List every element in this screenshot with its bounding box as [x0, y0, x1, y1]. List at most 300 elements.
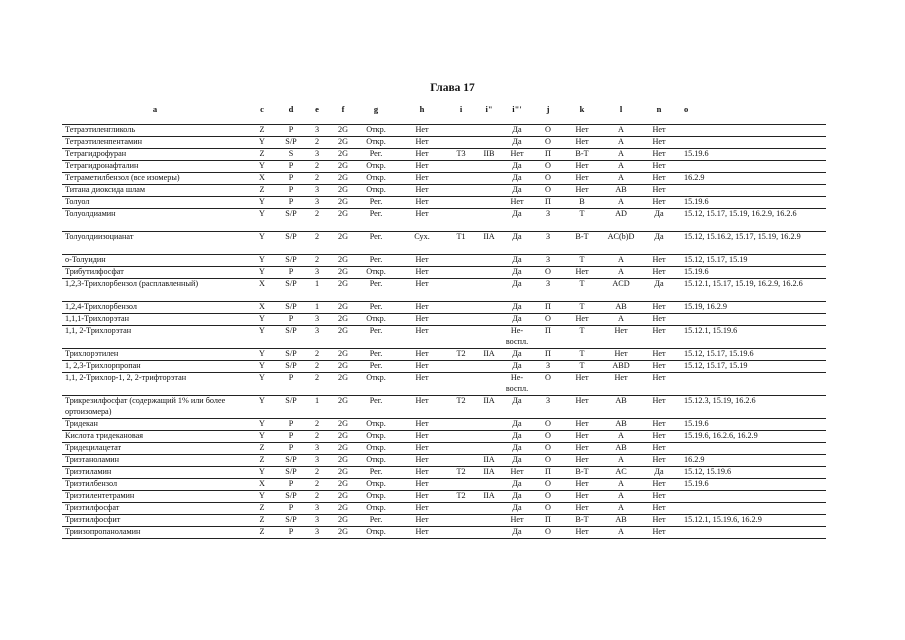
cell-k: Нет	[575, 491, 589, 500]
cell-n: Нет	[652, 455, 666, 464]
cell-o: 15.19, 16.2.9	[684, 302, 727, 311]
cell-h: Нет	[415, 279, 429, 288]
cell-n: Нет	[652, 137, 666, 146]
cell-f: 2G	[337, 137, 349, 146]
cell-e: 2	[314, 161, 320, 170]
cell-g: Откр.	[366, 267, 386, 276]
cell-g: Откр.	[366, 527, 386, 536]
cell-k: T	[579, 255, 585, 264]
cell-a: 1,1,1-Трихлорэтан	[65, 314, 130, 323]
cell-c: X	[259, 302, 265, 311]
cell-o: 15.12.1, 15.19.6	[684, 326, 738, 335]
cell-a: 1,2,4-Трихлорбензол	[65, 302, 137, 311]
cell-d: P	[288, 419, 294, 428]
cell-l: AD	[615, 209, 627, 218]
cell-d: S/P	[285, 326, 297, 335]
cell-j: O	[545, 173, 551, 182]
cell-h: Нет	[415, 373, 429, 382]
table-row	[62, 514, 826, 526]
cell-a: Триэтиламин	[65, 467, 112, 476]
cell-a: 1,1, 2-Трихлор-1, 2, 2-трифторэтан	[65, 373, 187, 382]
cell-c: Y	[259, 396, 265, 405]
cell-e: 1	[314, 302, 320, 311]
table-row	[62, 254, 826, 266]
cell-j: O	[545, 125, 551, 134]
cell-i3: Да	[512, 302, 522, 311]
cell-i: T1	[456, 232, 466, 241]
cell-h: Нет	[415, 455, 429, 464]
table-row	[62, 442, 826, 454]
cell-e: 2	[314, 419, 320, 428]
cell-n: Нет	[652, 302, 666, 311]
cell-e: 2	[314, 349, 320, 358]
cell-d: P	[288, 373, 294, 382]
cell-h: Нет	[415, 185, 429, 194]
cell-l: AC	[615, 467, 627, 476]
cell-f: 2G	[337, 467, 349, 476]
cell-i3: Не-воспл.	[505, 326, 529, 346]
cell-o: 15.12, 15.19.6	[684, 467, 732, 476]
cell-i: T2	[456, 491, 466, 500]
cell-c: Y	[259, 267, 265, 276]
cell-a: Триэтилбензол	[65, 479, 118, 488]
cell-h: Нет	[415, 197, 429, 206]
cell-i3: Да	[512, 396, 522, 405]
cell-o: 15.12, 15.16.2, 15.17, 15.19, 16.2.9	[684, 232, 801, 241]
cell-i2: IIA	[483, 467, 495, 476]
cell-j: П	[545, 302, 551, 311]
column-header-iq: i"	[485, 104, 493, 114]
cell-n: Нет	[652, 349, 666, 358]
cell-j: O	[545, 137, 551, 146]
cell-n: Нет	[652, 255, 666, 264]
cell-j: O	[545, 314, 551, 323]
cell-c: Z	[259, 527, 265, 536]
cell-h: Нет	[415, 314, 429, 323]
cell-e: 2	[314, 467, 320, 476]
cell-e: 2	[314, 373, 320, 382]
cell-c: Y	[259, 467, 265, 476]
table-row	[62, 313, 826, 325]
cell-o: 16.2.9	[684, 173, 705, 182]
cell-i2: IIA	[483, 455, 495, 464]
cell-h: Нет	[415, 491, 429, 500]
column-header-e: e	[315, 104, 319, 114]
cell-a: Триизопропаноламин	[65, 527, 141, 536]
cell-e: 2	[314, 232, 320, 241]
table-row	[62, 124, 826, 136]
cell-c: X	[259, 279, 265, 288]
cell-k: T	[579, 279, 585, 288]
cell-i: T3	[456, 149, 466, 158]
cell-i3: Да	[512, 185, 522, 194]
cell-c: Y	[259, 209, 265, 218]
cell-i3: Да	[512, 503, 522, 512]
cell-i3: Нет	[510, 515, 524, 524]
cell-k: Нет	[575, 314, 589, 323]
cell-l: AB	[615, 443, 627, 452]
cell-i3: Да	[512, 161, 522, 170]
cell-k: B-T	[575, 232, 589, 241]
cell-e: 3	[314, 527, 320, 536]
cell-c: Y	[259, 491, 265, 500]
cell-f: 2G	[337, 326, 349, 335]
cell-i3: Да	[512, 314, 522, 323]
cell-i3: Да	[512, 137, 522, 146]
cell-h: Нет	[415, 443, 429, 452]
cell-c: Y	[259, 349, 265, 358]
cell-e: 3	[314, 314, 320, 323]
cell-l: A	[618, 125, 624, 134]
cell-e: 2	[314, 431, 320, 440]
table-row	[62, 136, 826, 148]
cell-e: 1	[314, 396, 320, 405]
cell-a: Триэтилентетрамин	[65, 491, 135, 500]
cell-a: Толуол	[65, 197, 90, 206]
table-row	[62, 418, 826, 430]
cell-h: Сух.	[414, 232, 430, 241]
cell-k: Нет	[575, 479, 589, 488]
cell-i3: Да	[512, 349, 522, 358]
cell-n: Нет	[652, 503, 666, 512]
table-row	[62, 454, 826, 466]
cell-g: Рег.	[369, 149, 383, 158]
cell-d: S/P	[285, 349, 297, 358]
cell-j: O	[545, 491, 551, 500]
table-row	[62, 172, 826, 184]
cell-h: Нет	[415, 349, 429, 358]
cell-d: S/P	[285, 232, 297, 241]
cell-a: Трихлорэтилен	[65, 349, 119, 358]
cell-j: П	[545, 349, 551, 358]
cell-l: AB	[615, 515, 627, 524]
column-header-iqp: i"'	[512, 104, 522, 114]
cell-g: Рег.	[369, 396, 383, 405]
cell-j: З	[545, 279, 551, 288]
cell-n: Нет	[652, 197, 666, 206]
cell-n: Нет	[652, 326, 666, 335]
cell-c: Z	[259, 149, 265, 158]
cell-d: P	[288, 185, 294, 194]
cell-d: P	[288, 527, 294, 536]
cell-l: AC(b)D	[607, 232, 635, 241]
cell-i3: Да	[512, 479, 522, 488]
cell-k: Нет	[575, 173, 589, 182]
cell-k: T	[579, 326, 585, 335]
cell-o: 15.12, 15.17, 15.19.6	[684, 349, 754, 358]
column-header-f: f	[341, 104, 345, 114]
cell-h: Нет	[415, 302, 429, 311]
cell-e: 2	[314, 209, 320, 218]
cell-i3: Да	[512, 267, 522, 276]
cell-e: 2	[314, 361, 320, 370]
cell-a: Триэтилфосфит	[65, 515, 121, 524]
cell-l: A	[618, 267, 624, 276]
cell-d: S/P	[285, 396, 297, 405]
cell-h: Нет	[415, 431, 429, 440]
cell-n: Нет	[652, 185, 666, 194]
cell-o: 15.12, 15.17, 15.19	[684, 255, 748, 264]
cell-c: Z	[259, 185, 265, 194]
cell-e: 2	[314, 479, 320, 488]
cell-k: T	[579, 302, 585, 311]
cell-c: Y	[259, 137, 265, 146]
cell-k: T	[579, 361, 585, 370]
cell-j: O	[545, 419, 551, 428]
cell-a: о-Толуидин	[65, 255, 106, 264]
cell-l: ACD	[612, 279, 630, 288]
cell-d: S/P	[285, 361, 297, 370]
cell-g: Откр.	[366, 503, 386, 512]
cell-l: A	[618, 314, 624, 323]
cell-a: 1, 2,3-Трихлорпропан	[65, 361, 141, 370]
cell-j: O	[545, 503, 551, 512]
cell-a: 1,2,3-Трихлорбензол (расплавленный)	[65, 279, 199, 288]
cell-g: Рег.	[369, 255, 383, 264]
cell-i3: Да	[512, 491, 522, 500]
cell-g: Рег.	[369, 515, 383, 524]
cell-k: Нет	[575, 527, 589, 536]
cell-j: П	[545, 515, 551, 524]
cell-e: 3	[314, 326, 320, 335]
table-row	[62, 360, 826, 372]
cell-d: P	[288, 267, 294, 276]
cell-e: 3	[314, 443, 320, 452]
cell-g: Откр.	[366, 185, 386, 194]
cell-a: Трикрезилфосфат (содержащий 1% или более ортоизомера)	[65, 396, 226, 416]
cell-e: 3	[314, 125, 320, 134]
cell-f: 2G	[337, 361, 349, 370]
cell-h: Нет	[415, 137, 429, 146]
cell-j: O	[545, 527, 551, 536]
cell-e: 3	[314, 455, 320, 464]
cell-n: Нет	[652, 361, 666, 370]
cell-n: Нет	[652, 515, 666, 524]
cell-c: Z	[259, 443, 265, 452]
cell-d: S/P	[285, 302, 297, 311]
cell-h: Нет	[415, 467, 429, 476]
cell-o: 16.2.9	[684, 455, 705, 464]
cell-n: Нет	[652, 396, 666, 405]
cell-i3: Да	[512, 279, 522, 288]
cell-i3: Да	[512, 125, 522, 134]
cell-c: Y	[259, 255, 265, 264]
cell-d: P	[288, 314, 294, 323]
cell-g: Рег.	[369, 467, 383, 476]
cell-l: Нет	[614, 349, 628, 358]
cell-j: O	[545, 267, 551, 276]
cell-f: 2G	[337, 419, 349, 428]
cell-e: 3	[314, 149, 320, 158]
cell-f: 2G	[337, 443, 349, 452]
cell-i3: Да	[512, 232, 522, 241]
cell-e: 3	[314, 267, 320, 276]
cell-f: 2G	[337, 373, 349, 382]
cell-k: Нет	[575, 396, 589, 405]
cell-l: A	[618, 255, 624, 264]
cell-i3: Да	[512, 361, 522, 370]
cell-l: A	[618, 527, 624, 536]
cell-d: P	[288, 125, 294, 134]
cell-d: S/P	[285, 279, 297, 288]
cell-j: П	[545, 326, 551, 335]
chemical-table	[0, 124, 905, 539]
cell-h: Нет	[415, 527, 429, 536]
cell-l: AB	[615, 396, 627, 405]
cell-k: Нет	[575, 125, 589, 134]
cell-c: Y	[259, 361, 265, 370]
cell-k: B-T	[575, 149, 589, 158]
cell-j: O	[545, 431, 551, 440]
cell-l: ABD	[612, 361, 630, 370]
cell-l: A	[618, 173, 624, 182]
cell-d: S	[288, 149, 294, 158]
table-row	[62, 208, 826, 231]
cell-o: 15.12.1, 15.17, 15.19, 16.2.9, 16.2.6	[684, 279, 803, 288]
cell-d: S/P	[285, 455, 297, 464]
cell-c: X	[259, 479, 265, 488]
cell-n: Нет	[652, 373, 666, 382]
cell-f: 2G	[337, 527, 349, 536]
cell-g: Откр.	[366, 173, 386, 182]
cell-g: Рег.	[369, 197, 383, 206]
cell-h: Нет	[415, 161, 429, 170]
cell-l: A	[618, 137, 624, 146]
cell-c: Z	[259, 503, 265, 512]
cell-i: T2	[456, 396, 466, 405]
cell-d: S/P	[285, 137, 297, 146]
cell-j: З	[545, 209, 551, 218]
cell-k: Нет	[575, 137, 589, 146]
cell-k: Нет	[575, 431, 589, 440]
table-row	[62, 196, 826, 208]
cell-c: Y	[259, 431, 265, 440]
cell-j: O	[545, 479, 551, 488]
cell-l: Нет	[614, 326, 628, 335]
cell-l: Нет	[614, 373, 628, 382]
cell-k: Нет	[575, 373, 589, 382]
cell-c: X	[259, 173, 265, 182]
cell-d: P	[288, 173, 294, 182]
cell-j: З	[545, 396, 551, 405]
cell-l: A	[618, 161, 624, 170]
cell-a: Тетраметилбензол (все изомеры)	[65, 173, 180, 182]
cell-g: Откр.	[366, 314, 386, 323]
cell-i3: Да	[512, 419, 522, 428]
cell-j: O	[545, 373, 551, 382]
cell-c: Z	[259, 125, 265, 134]
cell-d: S/P	[285, 467, 297, 476]
column-header-k: k	[579, 104, 585, 114]
cell-i3: Нет	[510, 197, 524, 206]
cell-n: Нет	[652, 173, 666, 182]
cell-i3: Да	[512, 443, 522, 452]
cell-c: Z	[259, 455, 265, 464]
cell-i2: IIA	[483, 349, 495, 358]
column-header-n: n	[656, 104, 662, 114]
cell-f: 2G	[337, 349, 349, 358]
cell-i3: Да	[512, 455, 522, 464]
table-row	[62, 301, 826, 313]
cell-h: Нет	[415, 267, 429, 276]
table-row	[62, 231, 826, 254]
cell-a: Триэтилфосфат	[65, 503, 120, 512]
cell-i3: Да	[512, 255, 522, 264]
table-row	[62, 184, 826, 196]
cell-g: Откр.	[366, 479, 386, 488]
cell-i3: Не-воспл.	[505, 373, 529, 393]
cell-a: Кислота тридекановая	[65, 431, 143, 440]
cell-h: Нет	[415, 209, 429, 218]
cell-f: 2G	[337, 314, 349, 323]
cell-n: Да	[654, 232, 664, 241]
column-header-j: j	[546, 104, 550, 114]
cell-n: Да	[654, 209, 664, 218]
cell-k: Нет	[575, 503, 589, 512]
cell-j: З	[545, 255, 551, 264]
cell-d: P	[288, 197, 294, 206]
cell-f: 2G	[337, 185, 349, 194]
cell-g: Откр.	[366, 137, 386, 146]
cell-h: Нет	[415, 173, 429, 182]
cell-k: Нет	[575, 161, 589, 170]
cell-c: Y	[259, 419, 265, 428]
cell-f: 2G	[337, 161, 349, 170]
cell-i3: Нет	[510, 149, 524, 158]
cell-k: B-T	[575, 515, 589, 524]
cell-k: Нет	[575, 185, 589, 194]
cell-h: Нет	[415, 326, 429, 335]
table-row	[62, 430, 826, 442]
cell-h: Нет	[415, 515, 429, 524]
cell-h: Нет	[415, 503, 429, 512]
cell-f: 2G	[337, 197, 349, 206]
cell-l: A	[618, 197, 624, 206]
cell-d: S/P	[285, 209, 297, 218]
cell-c: Z	[259, 515, 265, 524]
table-row	[62, 526, 826, 539]
table-row	[62, 372, 826, 395]
cell-c: Y	[259, 232, 265, 241]
cell-o: 15.19.6	[684, 149, 709, 158]
cell-d: P	[288, 161, 294, 170]
table-row	[62, 490, 826, 502]
cell-n: Нет	[652, 149, 666, 158]
cell-k: B	[579, 197, 585, 206]
cell-i3: Да	[512, 431, 522, 440]
cell-a: Тридецилацетат	[65, 443, 122, 452]
column-header-row	[0, 104, 905, 120]
table-row	[62, 148, 826, 160]
cell-d: P	[288, 431, 294, 440]
cell-a: Титана диоксида шлам	[65, 185, 146, 194]
cell-d: S/P	[285, 515, 297, 524]
cell-d: S/P	[285, 491, 297, 500]
cell-e: 2	[314, 137, 320, 146]
cell-g: Рег.	[369, 302, 383, 311]
cell-h: Нет	[415, 125, 429, 134]
cell-h: Нет	[415, 479, 429, 488]
cell-e: 2	[314, 255, 320, 264]
cell-d: S/P	[285, 255, 297, 264]
cell-n: Нет	[652, 267, 666, 276]
cell-l: A	[618, 149, 624, 158]
cell-g: Рег.	[369, 209, 383, 218]
cell-n: Нет	[652, 479, 666, 488]
cell-l: A	[618, 503, 624, 512]
cell-f: 2G	[337, 173, 349, 182]
cell-i3: Да	[512, 173, 522, 182]
